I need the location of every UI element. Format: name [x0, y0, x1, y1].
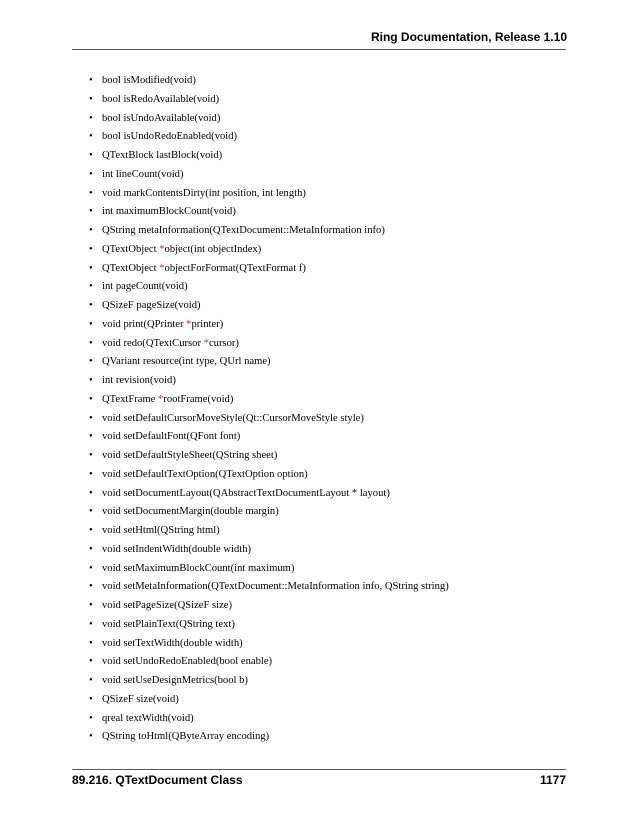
signature-text: QSizeF size(void) — [102, 693, 179, 705]
bullet-glyph: • — [89, 393, 93, 405]
signature-text: void setDefaultTextOption(QTextOption option) — [102, 468, 308, 480]
method-signature — [102, 562, 294, 576]
list-item — [89, 355, 559, 374]
signature-text: void setDocumentMargin(double margin) — [102, 506, 279, 518]
signature-text: void setUseDesignMetrics(bool b) — [102, 675, 248, 686]
signature-text: bool isUndoRedoEnabled(void) — [102, 131, 238, 143]
method-signature — [102, 374, 176, 388]
bullet-glyph: • — [89, 731, 93, 743]
method-list — [89, 74, 559, 749]
list-item — [89, 280, 559, 299]
bullet-glyph: • — [89, 375, 93, 386]
bullet-glyph: • — [89, 412, 93, 424]
list-item — [89, 318, 559, 337]
bullet-glyph: • — [89, 356, 93, 368]
signature-text: void setTextWidth(double width) — [102, 637, 243, 649]
footer-divider — [72, 769, 566, 770]
bullet-glyph: • — [89, 150, 93, 161]
bullet-glyph: • — [89, 656, 93, 668]
signature-text: int maximumBlockCount(void) — [102, 206, 236, 218]
signature-text: void setPageSize(QSizeF size) — [102, 600, 233, 611]
method-signature — [102, 693, 179, 707]
bullet-glyph: • — [89, 75, 93, 86]
list-item — [89, 299, 559, 318]
list-item — [89, 74, 559, 93]
bullet-glyph: • — [89, 112, 93, 124]
signature-text: int revision(void) — [102, 375, 176, 386]
signature-text: QTextFrame — [102, 393, 159, 405]
method-signature — [102, 543, 251, 557]
bullet-glyph: • — [89, 187, 93, 199]
signature-text: void setDefaultCursorMoveStyle(Qt::CursorMoveStyle style) — [102, 412, 364, 424]
list-item — [89, 149, 559, 168]
method-signature — [102, 674, 248, 688]
list-item — [89, 580, 559, 599]
method-signature — [102, 299, 201, 313]
signature-text: QTextObject — [102, 243, 160, 255]
method-signature — [102, 730, 269, 744]
method-signature — [102, 430, 240, 444]
method-signature — [102, 524, 220, 538]
method-signature — [102, 149, 222, 163]
method-signature — [102, 449, 277, 463]
method-signature — [102, 355, 271, 369]
list-item — [89, 562, 559, 581]
signature-text: void setUndoRedoEnabled(bool enable) — [102, 656, 273, 668]
bullet-glyph: • — [89, 168, 93, 180]
bullet-glyph: • — [89, 243, 93, 255]
method-signature — [102, 712, 194, 726]
bullet-glyph: • — [89, 506, 93, 518]
method-signature — [102, 93, 219, 107]
bullet-glyph: • — [89, 693, 93, 705]
method-signature — [102, 599, 232, 613]
bullet-glyph: • — [89, 318, 93, 330]
bullet-glyph: • — [89, 562, 93, 574]
header-divider — [72, 49, 566, 50]
list-item — [89, 674, 559, 693]
list-item — [89, 487, 559, 506]
signature-text: bool isUndoAvailable(void) — [102, 112, 221, 124]
list-item — [89, 374, 559, 393]
method-signature — [102, 74, 196, 88]
bullet-glyph: • — [89, 525, 93, 536]
signature-text: void markContentsDirty(int position, int length) — [102, 187, 306, 199]
bullet-glyph: • — [89, 300, 93, 311]
list-item — [89, 393, 559, 412]
signature-text: QString metaInformation(QTextDocument::MetaInformation info) — [102, 225, 385, 236]
signature-text-tail: rootFrame(void) — [163, 393, 234, 405]
bullet-glyph: • — [89, 225, 93, 236]
method-signature — [102, 637, 243, 651]
list-item — [89, 243, 559, 262]
bullet-glyph: • — [89, 337, 93, 349]
method-signature — [102, 393, 233, 407]
list-item — [89, 618, 559, 637]
list-item — [89, 93, 559, 112]
list-item — [89, 224, 559, 243]
signature-text: int lineCount(void) — [102, 168, 184, 180]
bullet-glyph: • — [89, 206, 93, 218]
bullet-glyph: • — [89, 675, 93, 686]
pointer-asterisk: * — [203, 337, 209, 349]
bullet-glyph: • — [89, 637, 93, 649]
signature-text: QSizeF pageSize(void) — [102, 300, 201, 311]
method-signature — [102, 168, 184, 182]
signature-text: QTextBlock lastBlock(void) — [102, 150, 223, 161]
signature-text-tail: cursor) — [208, 337, 239, 349]
signature-text-tail: object(int objectIndex) — [164, 243, 262, 255]
signature-text-tail: printer) — [191, 318, 224, 330]
list-item — [89, 468, 559, 487]
signature-text: int pageCount(void) — [102, 281, 188, 293]
list-item — [89, 449, 559, 468]
signature-text: QVariant resource(int type, QUrl name) — [102, 356, 271, 368]
signature-text-tail: objectForFormat(QTextFormat f) — [164, 262, 306, 274]
bullet-glyph: • — [89, 93, 93, 105]
signature-text: void redo(QTextCursor — [102, 337, 204, 349]
list-item — [89, 599, 559, 618]
signature-text: void setHtml(QString html) — [102, 525, 220, 536]
method-signature — [102, 505, 279, 519]
method-signature — [102, 243, 261, 257]
bullet-glyph: • — [89, 131, 93, 143]
list-item — [89, 730, 559, 749]
list-item — [89, 112, 559, 131]
bullet-glyph: • — [89, 581, 93, 593]
method-signature — [102, 280, 188, 294]
method-signature — [102, 205, 236, 219]
bullet-glyph: • — [89, 281, 93, 293]
footer-page-number: 1177 — [539, 773, 566, 787]
method-signature — [102, 580, 449, 594]
list-item — [89, 637, 559, 656]
bullet-glyph: • — [89, 468, 93, 480]
pointer-asterisk: * — [158, 393, 164, 405]
method-signature — [102, 487, 390, 501]
method-signature — [102, 468, 308, 482]
footer-section-title: 89.216. QTextDocument Class — [72, 773, 243, 787]
signature-text: void setDefaultFont(QFont font) — [102, 431, 241, 443]
list-item — [89, 262, 559, 281]
bullet-glyph: • — [89, 487, 93, 499]
signature-text: QTextObject — [102, 262, 160, 274]
bullet-glyph: • — [89, 600, 93, 611]
signature-text: void setDocumentLayout(QAbstractTextDocumentLayout * layout) — [102, 487, 390, 499]
signature-text: void print(QPrinter — [102, 318, 187, 330]
signature-text: void setPlainText(QString text) — [102, 618, 235, 630]
signature-text: qreal textWidth(void) — [102, 712, 194, 724]
method-signature — [102, 224, 385, 238]
signature-text: void setIndentWidth(double width) — [102, 543, 252, 555]
method-signature — [102, 655, 272, 669]
list-item — [89, 412, 559, 431]
signature-text: bool isModified(void) — [102, 75, 196, 86]
list-item — [89, 187, 559, 206]
list-item — [89, 505, 559, 524]
method-signature — [102, 412, 364, 426]
method-signature — [102, 618, 235, 632]
list-item — [89, 524, 559, 543]
signature-text: void setMetaInformation(QTextDocument::MetaInformation info, QString string) — [102, 581, 449, 593]
method-signature — [102, 187, 306, 201]
pointer-asterisk: * — [186, 318, 192, 330]
bullet-glyph: • — [89, 543, 93, 555]
pointer-asterisk: * — [159, 262, 165, 274]
signature-text: void setMaximumBlockCount(int maximum) — [102, 562, 295, 574]
bullet-glyph: • — [89, 450, 93, 461]
list-item — [89, 693, 559, 712]
bullet-glyph: • — [89, 431, 93, 443]
signature-text: QString toHtml(QByteArray encoding) — [102, 731, 270, 743]
bullet-glyph: • — [89, 618, 93, 630]
method-signature — [102, 337, 239, 351]
method-signature — [102, 262, 306, 276]
signature-text: bool isRedoAvailable(void) — [102, 93, 220, 105]
list-item — [89, 712, 559, 731]
list-item — [89, 130, 559, 149]
list-item — [89, 430, 559, 449]
pointer-asterisk: * — [159, 243, 165, 255]
bullet-glyph: • — [89, 262, 93, 274]
list-item — [89, 168, 559, 187]
method-signature — [102, 112, 220, 126]
list-item — [89, 543, 559, 562]
list-item — [89, 337, 559, 356]
running-header-title: Ring Documentation, Release 1.10 — [370, 30, 567, 44]
method-signature — [102, 130, 237, 144]
list-item — [89, 205, 559, 224]
list-item — [89, 655, 559, 674]
bullet-glyph: • — [89, 712, 93, 724]
signature-text: void setDefaultStyleSheet(QString sheet) — [102, 450, 278, 461]
method-signature — [102, 318, 223, 332]
